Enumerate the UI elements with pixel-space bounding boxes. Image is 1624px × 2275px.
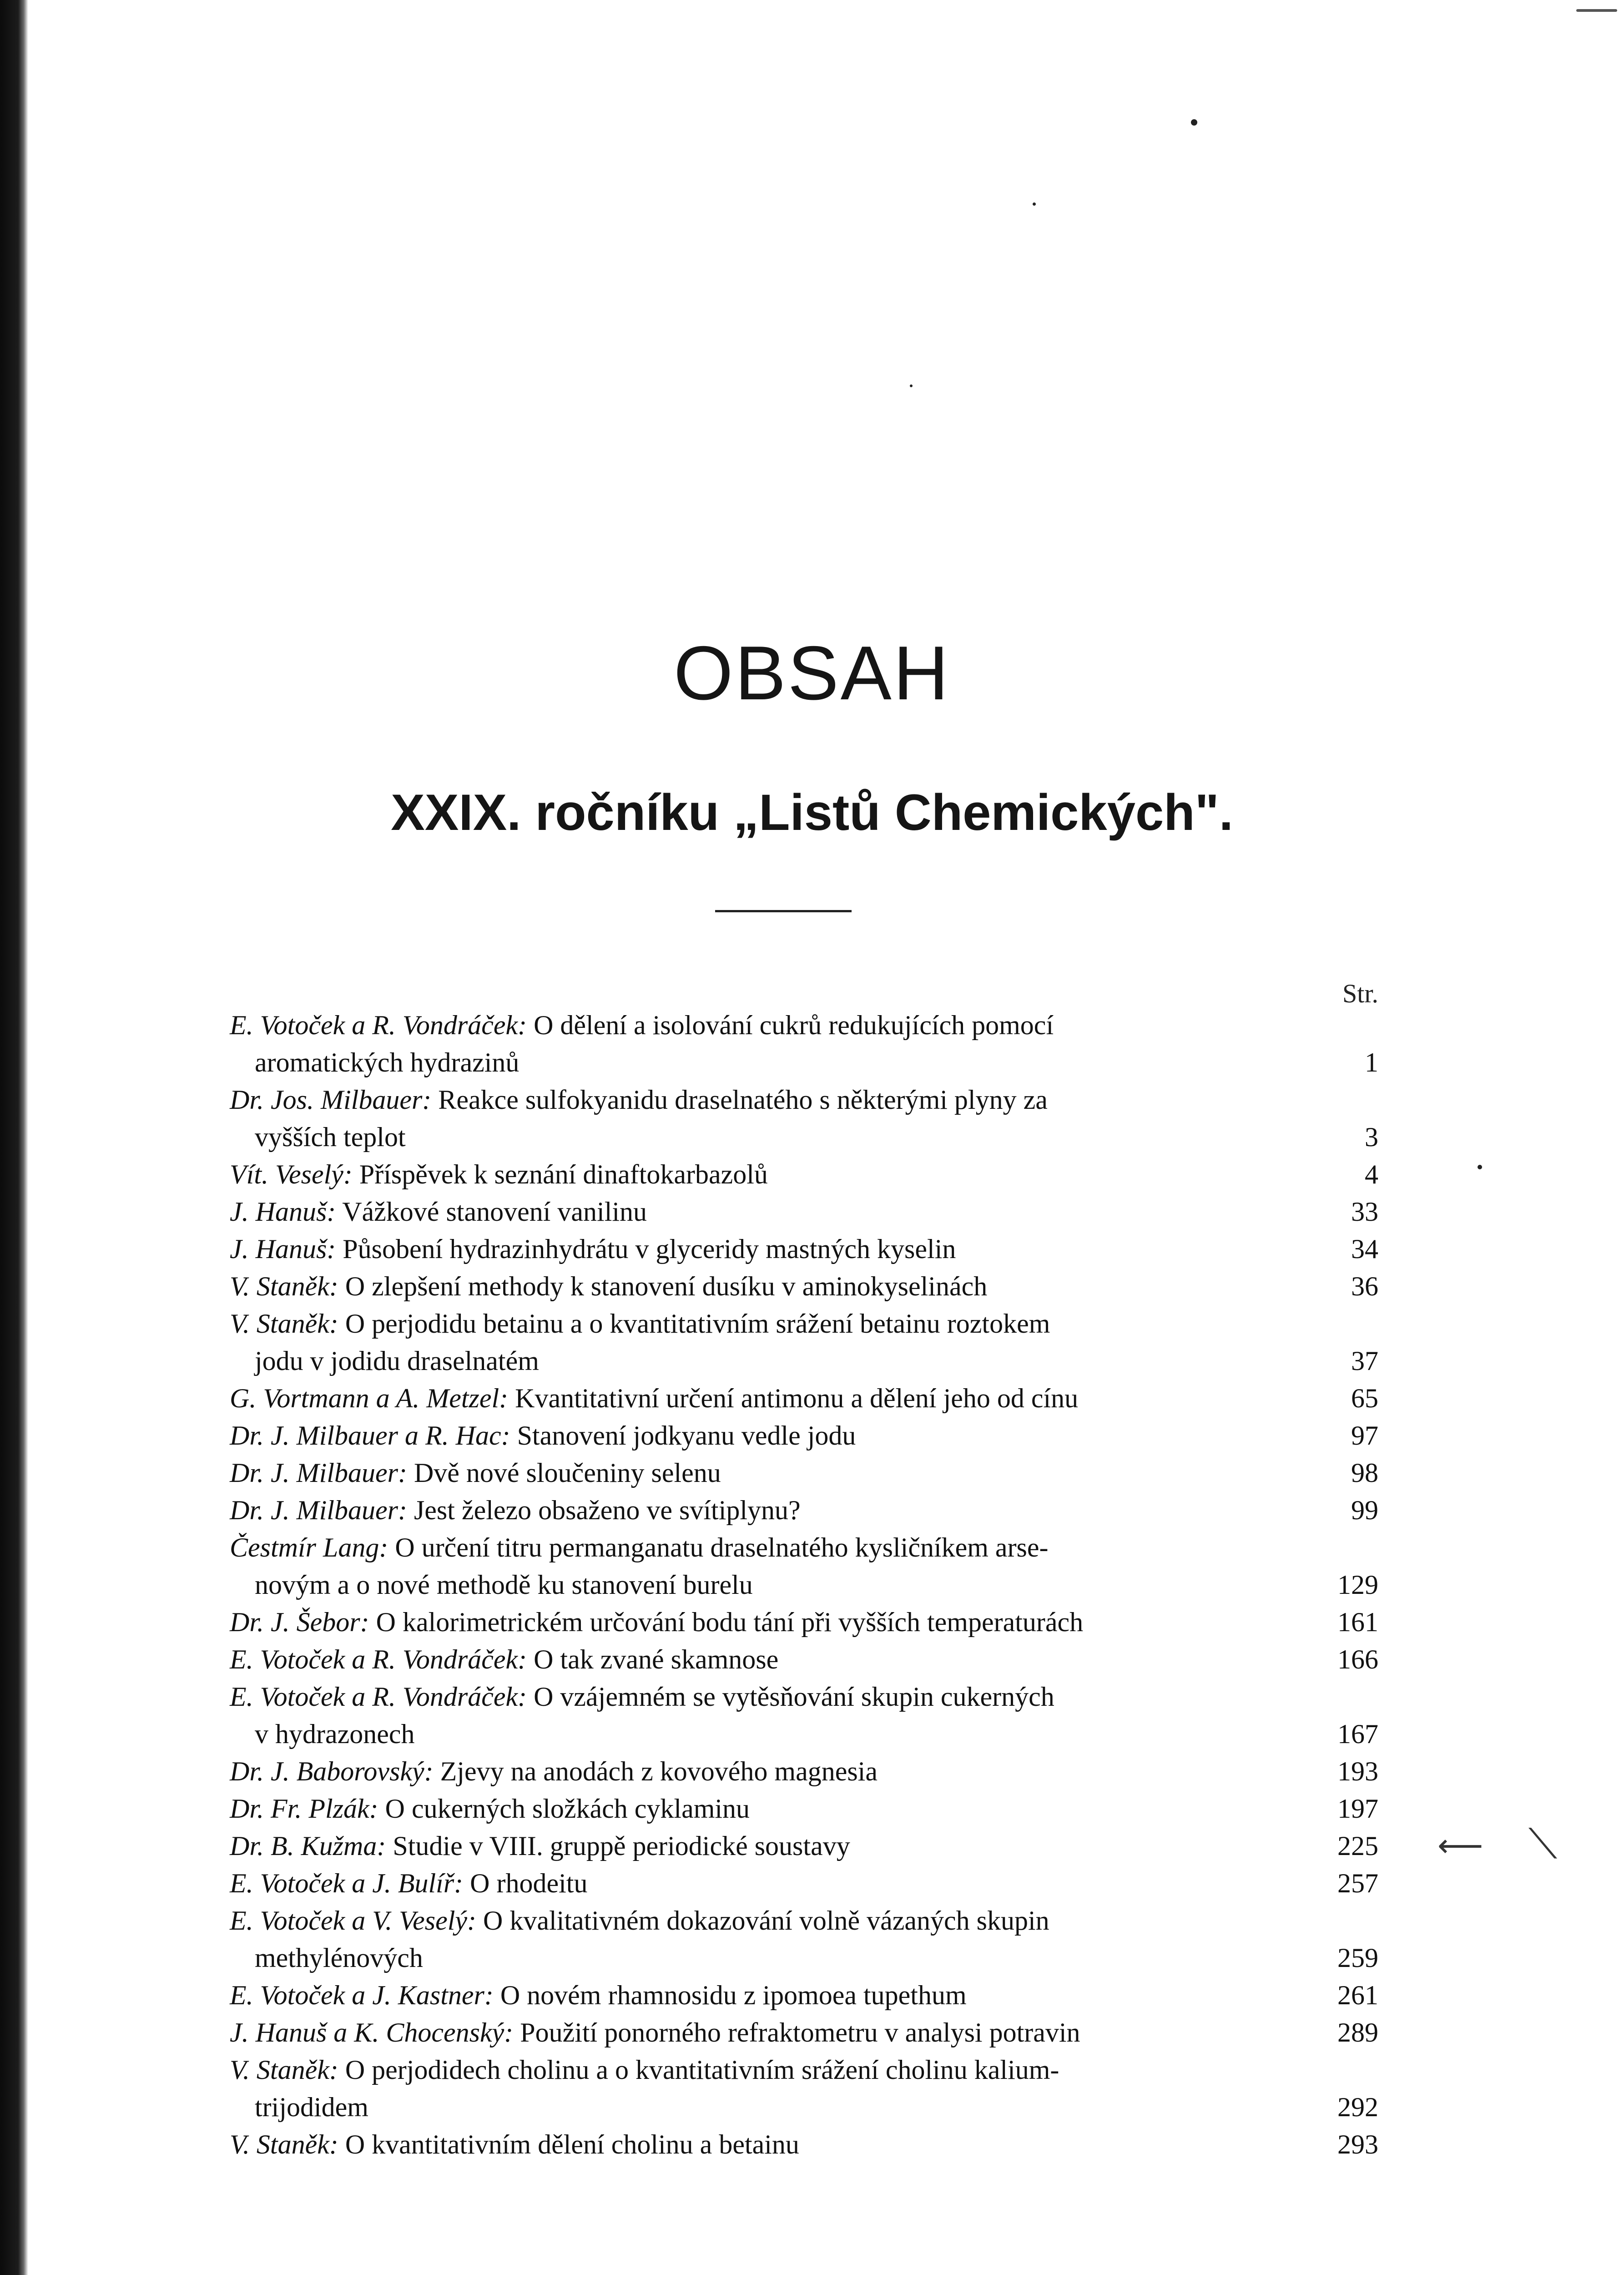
toc-list xyxy=(230,1006,1378,2163)
toc-entry-first-line xyxy=(230,1193,1324,1230)
scan-binding-edge xyxy=(0,0,28,2275)
toc-entry xyxy=(230,1491,1378,1529)
toc-entry-page-number: 167 xyxy=(1337,1719,1378,1749)
toc-entry-first-line xyxy=(230,1156,1324,1193)
toc-entry-first-line xyxy=(230,1230,1324,1268)
toc-entry-title: O určení titru permanganatu draselnatého kysličníkem arse- xyxy=(395,1532,1049,1562)
toc-entry xyxy=(230,1305,1378,1380)
toc-entry-title: Studie v VIII. gruppě periodické soustavy xyxy=(393,1831,850,1861)
toc-entry-author: E. Votoček a V. Veselý: xyxy=(230,1906,477,1936)
title-divider xyxy=(715,910,852,912)
toc-entry-first-line xyxy=(230,1790,1324,1827)
toc-entry-continuation-line xyxy=(230,1715,1324,1753)
margin-pencil-mark: ⟵ xyxy=(1437,1827,1483,1864)
toc-entry-first-line xyxy=(230,1902,1324,1939)
toc-entry-author: V. Staněk: xyxy=(230,2129,338,2159)
margin-pencil-mark: ⟍ xyxy=(1528,1820,1557,1868)
toc-entry xyxy=(230,1529,1378,1603)
toc-entry-page-number: 292 xyxy=(1337,2092,1378,2122)
scan-speck xyxy=(1576,9,1617,12)
toc-entry-page-number: 4 xyxy=(1365,1159,1378,1189)
toc-entry-author: Dr. J. Milbauer: xyxy=(230,1495,407,1525)
toc-entry-continuation-line xyxy=(230,1566,1324,1603)
toc-entry xyxy=(230,1156,1378,1193)
scan-speck xyxy=(1478,1165,1482,1169)
toc-entry xyxy=(230,1678,1378,1753)
toc-entry-title: Vážkové stanovení vanilinu xyxy=(342,1197,647,1227)
toc-entry-page-number: 259 xyxy=(1337,1943,1378,1973)
table-of-contents xyxy=(230,978,1378,2163)
toc-entry-page-number: 225 xyxy=(1337,1831,1378,1861)
toc-entry-first-line xyxy=(230,1006,1324,1044)
toc-entry-first-line xyxy=(230,1081,1324,1118)
toc-entry-page-number: 34 xyxy=(1351,1234,1378,1264)
toc-entry-page-number: 193 xyxy=(1337,1756,1378,1786)
toc-entry-first-line xyxy=(230,1753,1324,1790)
toc-entry-author: E. Votoček a R. Vondráček: xyxy=(230,1682,527,1712)
toc-entry-title-continuation: aromatických hydrazinů xyxy=(255,1047,519,1077)
toc-entry-continuation-line xyxy=(230,1118,1324,1156)
toc-entry-page-number: 98 xyxy=(1351,1458,1378,1488)
toc-entry-page-number: 293 xyxy=(1337,2129,1378,2159)
toc-entry-title-continuation: novým a o nové methodě ku stanovení burelu xyxy=(255,1570,753,1600)
toc-entry-author: Dr. Jos. Milbauer: xyxy=(230,1085,432,1115)
toc-entry xyxy=(230,1827,1378,1865)
toc-entry xyxy=(230,2014,1378,2051)
toc-entry-page-number: 97 xyxy=(1351,1421,1378,1451)
toc-entry-title-continuation: methylénových xyxy=(255,1943,423,1973)
toc-entry-first-line xyxy=(230,1380,1324,1417)
toc-entry-author: V. Staněk: xyxy=(230,1271,338,1301)
toc-entry-author: V. Staněk: xyxy=(230,2055,338,2085)
toc-entry-author: E. Votoček a J. Bulíř: xyxy=(230,1868,464,1898)
toc-entry-title: O kalorimetrickém určování bodu tání při vyšších temperaturách xyxy=(376,1607,1084,1637)
scan-speck xyxy=(1033,202,1036,206)
toc-entry xyxy=(230,1006,1378,1081)
toc-entry-continuation-line xyxy=(230,1342,1324,1380)
toc-entry-title: Jest železo obsaženo ve svítiplynu? xyxy=(414,1495,801,1525)
toc-entry-title: Příspěvek k seznání dinaftokarbazolů xyxy=(359,1159,768,1189)
toc-entry-first-line xyxy=(230,1305,1324,1342)
toc-entry-page-number: 197 xyxy=(1337,1794,1378,1824)
toc-entry xyxy=(230,1380,1378,1417)
toc-entry-author: Dr. J. Baborovský: xyxy=(230,1756,434,1786)
toc-entry-page-number: 37 xyxy=(1351,1346,1378,1376)
toc-entry-page-number: 129 xyxy=(1337,1570,1378,1600)
toc-entry-title: O novém rhamnosidu z ipomoea tupethum xyxy=(500,1980,967,2010)
toc-entry-first-line xyxy=(230,1454,1324,1491)
toc-entry-first-line xyxy=(230,1603,1324,1641)
toc-entry-page-number: 166 xyxy=(1337,1644,1378,1674)
toc-entry-author: E. Votoček a R. Vondráček: xyxy=(230,1644,527,1674)
toc-entry xyxy=(230,2051,1378,2126)
toc-entry-title: Dvě nové sloučeniny selenu xyxy=(414,1458,721,1488)
toc-entry-first-line xyxy=(230,2126,1324,2163)
toc-entry-author: Vít. Veselý: xyxy=(230,1159,353,1189)
toc-entry-author: Dr. J. Milbauer a R. Hac: xyxy=(230,1421,510,1451)
toc-entry-author: Dr. Fr. Plzák: xyxy=(230,1794,378,1824)
toc-entry xyxy=(230,1268,1378,1305)
toc-entry-author: J. Hanuš: xyxy=(230,1197,336,1227)
toc-entry-continuation-line xyxy=(230,2088,1324,2126)
toc-entry-title: O tak zvané skamnose xyxy=(534,1644,779,1674)
toc-entry-first-line xyxy=(230,1417,1324,1454)
toc-entry-title: O dělení a isolování cukrů redukujících pomocí xyxy=(534,1010,1054,1040)
toc-entry-first-line xyxy=(230,1827,1324,1865)
toc-entry xyxy=(230,2126,1378,2163)
toc-entry-title: Zjevy na anodách z kovového magnesia xyxy=(440,1756,878,1786)
toc-entry-author: Dr. B. Kužma: xyxy=(230,1831,386,1861)
page-column-label: Str. xyxy=(1342,979,1378,1008)
toc-entry-title: Stanovení jodkyanu vedle jodu xyxy=(517,1421,856,1451)
toc-entry-first-line xyxy=(230,1678,1324,1715)
toc-entry xyxy=(230,1454,1378,1491)
page-title: OBSAH xyxy=(673,630,951,716)
toc-entry-author: J. Hanuš a K. Chocenský: xyxy=(230,2017,514,2048)
scan-speck xyxy=(910,384,913,387)
toc-entry xyxy=(230,1790,1378,1827)
toc-entry-title: O zlepšení methody k stanovení dusíku v aminokyselinách xyxy=(345,1271,988,1301)
toc-entry-title: Kvantitativní určení antimonu a dělení jeho od cínu xyxy=(515,1383,1079,1413)
toc-entry xyxy=(230,1230,1378,1268)
toc-entry-page-number: 257 xyxy=(1337,1868,1378,1898)
toc-entry-title-continuation: jodu v jodidu draselnatém xyxy=(255,1346,539,1376)
toc-entry-page-number: 3 xyxy=(1365,1122,1378,1152)
toc-entry-author: J. Hanuš: xyxy=(230,1234,336,1264)
toc-entry-title: O vzájemném se vytěsňování skupin cukerných xyxy=(534,1682,1054,1712)
toc-entry-first-line xyxy=(230,2051,1324,2088)
toc-entry-first-line xyxy=(230,1529,1324,1566)
toc-entry xyxy=(230,1081,1378,1156)
scan-speck xyxy=(1191,119,1197,126)
toc-entry-page-number: 1 xyxy=(1365,1047,1378,1077)
toc-entry-page-number: 36 xyxy=(1351,1271,1378,1301)
toc-entry-title: Působení hydrazinhydrátu v glyceridy mastných kyselin xyxy=(343,1234,956,1264)
toc-entry xyxy=(230,1865,1378,1902)
toc-entry-title-continuation: trijodidem xyxy=(255,2092,368,2122)
toc-entry-author: V. Staněk: xyxy=(230,1309,338,1339)
toc-entry-page-number: 33 xyxy=(1351,1197,1378,1227)
toc-entry-continuation-line xyxy=(230,1939,1324,1977)
toc-entry-first-line xyxy=(230,1491,1324,1529)
toc-entry-title: O cukerných složkách cyklaminu xyxy=(385,1794,750,1824)
toc-entry-title: O kvantitativním dělení cholinu a betainu xyxy=(345,2129,799,2159)
toc-header xyxy=(230,978,1378,1006)
toc-entry-author: E. Votoček a J. Kastner: xyxy=(230,1980,494,2010)
toc-entry-page-number: 289 xyxy=(1337,2017,1378,2048)
toc-entry xyxy=(230,1977,1378,2014)
toc-entry-author: Dr. J. Šebor: xyxy=(230,1607,369,1637)
toc-entry-first-line xyxy=(230,1865,1324,1902)
toc-entry-page-number: 99 xyxy=(1351,1495,1378,1525)
toc-entry-title: O kvalitativném dokazování volně vázaných skupin xyxy=(483,1906,1049,1936)
page-subtitle: XXIX. ročníku „Listů Chemických". xyxy=(391,784,1233,841)
toc-entry-continuation-line xyxy=(230,1044,1324,1081)
toc-entry-author: Dr. J. Milbauer: xyxy=(230,1458,407,1488)
toc-entry-title: O perjodidech cholinu a o kvantitativním srážení cholinu kalium- xyxy=(345,2055,1059,2085)
toc-entry xyxy=(230,1753,1378,1790)
toc-entry-page-number: 161 xyxy=(1337,1607,1378,1637)
toc-entry-author: Čestmír Lang: xyxy=(230,1532,388,1562)
toc-entry-first-line xyxy=(230,1268,1324,1305)
toc-entry-title-continuation: v hydrazonech xyxy=(255,1719,415,1749)
toc-entry xyxy=(230,1193,1378,1230)
toc-entry-title: Použití ponorného refraktometru v analysi potravin xyxy=(520,2017,1080,2048)
toc-entry-page-number: 261 xyxy=(1337,1980,1378,2010)
toc-entry-first-line xyxy=(230,1641,1324,1678)
toc-entry xyxy=(230,1417,1378,1454)
toc-entry-author: E. Votoček a R. Vondráček: xyxy=(230,1010,527,1040)
toc-entry-title: O rhodeitu xyxy=(470,1868,588,1898)
toc-entry xyxy=(230,1902,1378,1977)
toc-entry-author: G. Vortmann a A. Metzel: xyxy=(230,1383,509,1413)
toc-entry xyxy=(230,1641,1378,1678)
toc-entry-page-number: 65 xyxy=(1351,1383,1378,1413)
toc-entry-title: O perjodidu betainu a o kvantitativním srážení betainu roztokem xyxy=(345,1309,1050,1339)
toc-entry-title: Reakce sulfokyanidu draselnatého s některými plyny za xyxy=(438,1085,1048,1115)
toc-entry-title-continuation: vyšších teplot xyxy=(255,1122,406,1152)
toc-entry xyxy=(230,1603,1378,1641)
toc-entry-first-line xyxy=(230,2014,1324,2051)
toc-entry-first-line xyxy=(230,1977,1324,2014)
